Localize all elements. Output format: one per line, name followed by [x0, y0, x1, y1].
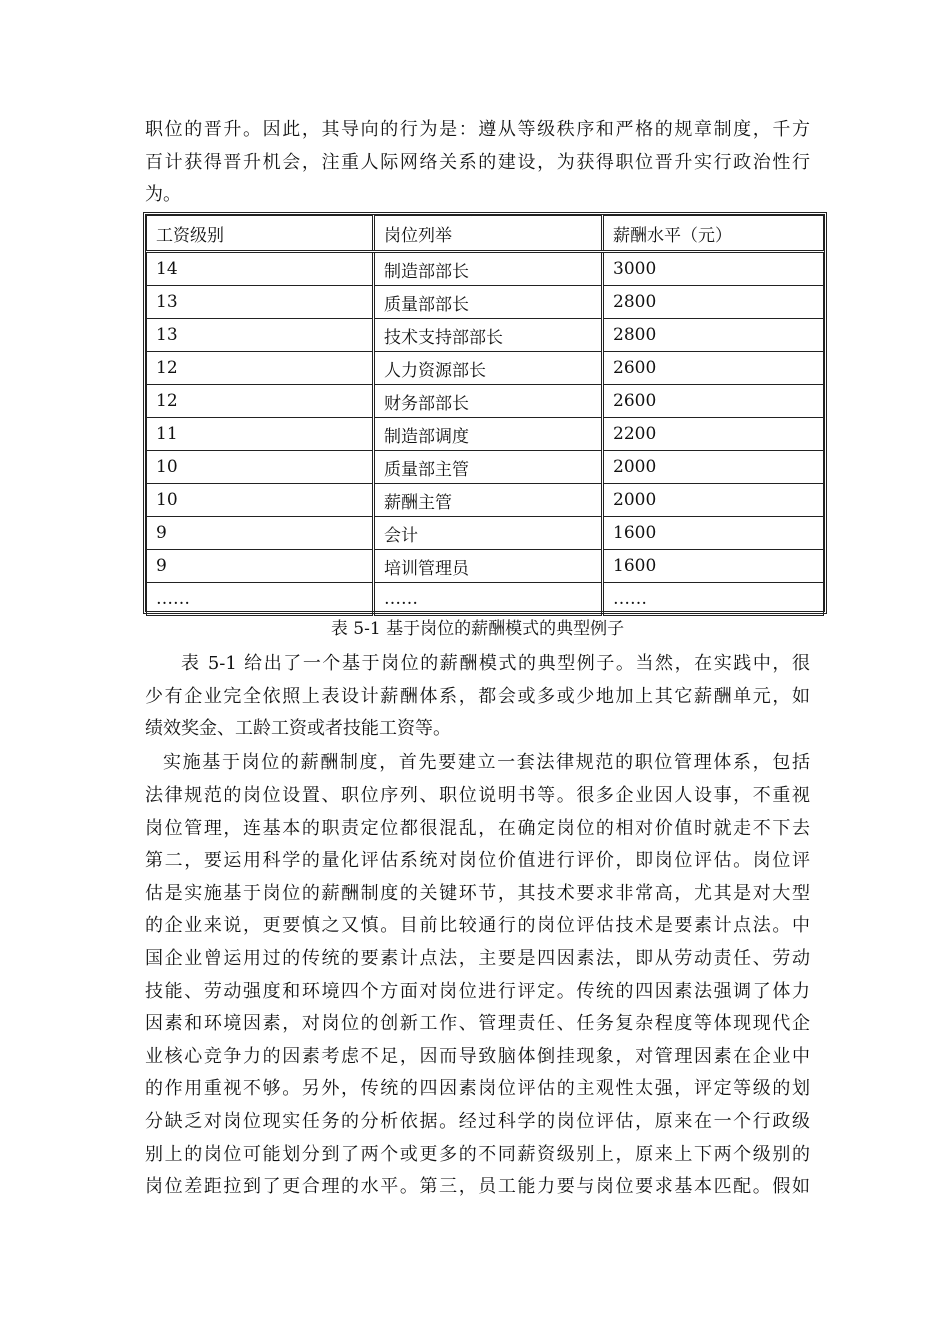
table-cell: 1600	[603, 550, 824, 583]
table-cell: 12	[147, 385, 374, 418]
paragraph-line: 分缺乏对岗位现实任务的分析依据。经过科学的岗位评估，原来在一个行政级	[145, 1111, 810, 1132]
table-row	[147, 385, 824, 418]
table-row	[147, 418, 824, 451]
table-cell: 培训管理员	[374, 550, 603, 583]
table-row	[147, 451, 824, 484]
paragraph-line: 估是实施基于岗位的薪酬制度的关键环节，其技术要求非常高，尤其是对大型	[145, 883, 810, 904]
table-cell: 制造部调度	[374, 418, 603, 451]
table-row	[147, 484, 824, 517]
table-cell: 制造部部长	[374, 252, 603, 286]
table-row	[147, 583, 824, 616]
table-cell: 财务部部长	[374, 385, 603, 418]
table-cell: 会计	[374, 517, 603, 550]
intro-line: 百计获得晋升机会，注重人际网络关系的建设，为获得职位晋升实行政治性行	[145, 152, 810, 173]
table-cell: ……	[603, 583, 824, 616]
salary-table	[143, 212, 827, 614]
table-cell: 薪酬主管	[374, 484, 603, 517]
header-cell: 岗位列举	[374, 216, 603, 252]
table-cell: 2600	[603, 352, 824, 385]
table-cell: 2600	[603, 385, 824, 418]
paragraph-line: 实施基于岗位的薪酬制度，首先要建立一套法律规范的职位管理体系，包括	[163, 752, 810, 773]
table-cell: 2000	[603, 484, 824, 517]
table-cell: 10	[147, 451, 374, 484]
table-row	[147, 550, 824, 583]
table-cell: 9	[147, 550, 374, 583]
paragraph-line: 的企业来说，更要慎之又慎。目前比较通行的岗位评估技术是要素计点法。中	[145, 915, 810, 936]
table-cell: ……	[374, 583, 603, 616]
paragraph-line: 表 5-1 给出了一个基于岗位的薪酬模式的典型例子。当然，在实践中，很	[181, 653, 810, 674]
paragraph-line: 法律规范的岗位设置、职位序列、职位说明书等。很多企业因人设事，不重视	[145, 785, 810, 806]
table-cell: 质量部主管	[374, 451, 603, 484]
table-cell: 9	[147, 517, 374, 550]
paragraph-line: 国企业曾运用过的传统的要素计点法，主要是四因素法，即从劳动责任、劳动	[145, 948, 810, 969]
table-cell: 2200	[603, 418, 824, 451]
table-caption: 表 5-1 基于岗位的薪酬模式的典型例子	[330, 619, 625, 639]
intro-line: 职位的晋升。因此，其导向的行为是：遵从等级秩序和严格的规章制度，千方	[145, 119, 810, 140]
table-cell: 技术支持部部长	[374, 319, 603, 352]
table-cell: 2000	[603, 451, 824, 484]
paragraph-line: 第二，要运用科学的量化评估系统对岗位价值进行评价，即岗位评估。岗位评	[145, 850, 810, 871]
table-cell: 3000	[603, 252, 824, 286]
table-cell: 2800	[603, 319, 824, 352]
paragraph-line: 少有企业完全依照上表设计薪酬体系，都会或多或少地加上其它薪酬单元，如	[145, 686, 810, 707]
table-row	[147, 286, 824, 319]
table-cell: 质量部部长	[374, 286, 603, 319]
paragraph-line: 的作用重视不够。另外，传统的四因素岗位评估的主观性太强，评定等级的划	[145, 1078, 810, 1099]
table-cell: 14	[147, 252, 374, 286]
paragraph-line: 技能、劳动强度和环境四个方面对岗位进行评定。传统的四因素法强调了体力	[145, 981, 810, 1002]
table-cell: 人力资源部长	[374, 352, 603, 385]
table-cell: 10	[147, 484, 374, 517]
intro-line: 为。	[145, 184, 181, 205]
table-cell: 12	[147, 352, 374, 385]
paragraph-line: 因素和环境因素，对岗位的创新工作、管理责任、任务复杂程度等体现现代企	[145, 1013, 810, 1034]
header-cell: 薪酬水平（元）	[603, 216, 824, 252]
paragraph-line: 岗位差距拉到了更合理的水平。第三，员工能力要与岗位要求基本匹配。假如	[145, 1176, 810, 1197]
table-row	[147, 252, 824, 286]
table-cell: 13	[147, 286, 374, 319]
paragraph-line: 业核心竞争力的因素考虑不足，因而导致脑体倒挂现象，对管理因素在企业中	[145, 1046, 810, 1067]
paragraph-line: 绩效奖金、工龄工资或者技能工资等。	[145, 718, 451, 739]
paragraph-line: 岗位管理，连基本的职责定位都很混乱，在确定岗位的相对价值时就走不下去	[145, 818, 810, 839]
table-row	[147, 517, 824, 550]
paragraph-line: 别上的岗位可能划分到了两个或更多的不同薪资级别上，原来上下两个级别的	[145, 1144, 810, 1165]
table-cell: ……	[147, 583, 374, 616]
table-cell: 2800	[603, 286, 824, 319]
table-cell: 13	[147, 319, 374, 352]
table-cell: 1600	[603, 517, 824, 550]
table-row	[147, 352, 824, 385]
header-cell: 工资级别	[147, 216, 374, 252]
table-row	[147, 319, 824, 352]
table-header-row	[147, 216, 824, 252]
table-cell: 11	[147, 418, 374, 451]
